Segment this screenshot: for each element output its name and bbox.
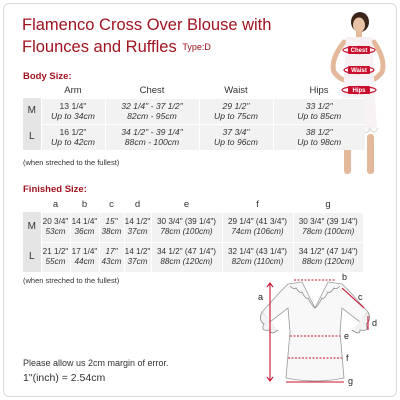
diagram-label-d: d bbox=[372, 318, 378, 328]
body-size-corner bbox=[23, 85, 41, 98]
table-cell: 37 3/4" Up to 96cm bbox=[199, 124, 273, 150]
col-waist: Waist bbox=[224, 85, 248, 96]
waist-band bbox=[344, 66, 374, 74]
table-cell: 34 1/2" - 39 1/4" 88cm - 100cm bbox=[105, 124, 199, 150]
size-label: M bbox=[23, 98, 41, 124]
finished-size-note: (when streched to the fullest) bbox=[23, 276, 120, 285]
table-cell: 38 1/2" Up to 98cm bbox=[273, 124, 365, 150]
table-row bbox=[23, 242, 363, 272]
diagram-label-e: e bbox=[344, 331, 350, 341]
diagram-label-g: g bbox=[348, 376, 354, 386]
body-size-note: (when streched to the fullest) bbox=[23, 158, 120, 167]
col-chest: Chest bbox=[139, 85, 165, 96]
hips-label: Hips bbox=[352, 88, 366, 94]
table-cell: 14 1/2" 37cm bbox=[124, 242, 151, 272]
size-label: L bbox=[23, 124, 41, 150]
finished-size-heading: Finished Size: bbox=[23, 184, 87, 195]
table-cell: 21 1/2" 55cm bbox=[41, 242, 70, 272]
size-label: L bbox=[23, 242, 41, 272]
table-cell: 29 1/4" (41 3/4") 74cm (106cm) bbox=[222, 212, 293, 242]
diagram-label-f: f bbox=[346, 353, 349, 363]
table-cell: 30 3/4" (39 1/4") 78cm (100cm) bbox=[151, 212, 222, 242]
table-cell: 29 1/2" Up to 75cm bbox=[199, 98, 273, 124]
table-cell: 20 3/4" 53cm bbox=[41, 212, 70, 242]
page-title bbox=[22, 14, 302, 58]
table-cell: 15" 38cm bbox=[99, 212, 124, 242]
table-cell: 34 1/2" (47 1/4") 88cm (120cm) bbox=[293, 242, 363, 272]
waist-label: Waist bbox=[351, 68, 367, 74]
table-cell: 34 1/2" (47 1/4") 88cm (120cm) bbox=[151, 242, 222, 272]
margin-of-error-note: Please allow us 2cm margin of error. bbox=[23, 358, 169, 368]
title-line-1: Flamenco Cross Over Blouse with bbox=[22, 16, 272, 34]
table-row bbox=[23, 124, 365, 150]
col-a: a bbox=[52, 198, 59, 210]
table-cell: 14 1/2" 37cm bbox=[124, 212, 151, 242]
diagram-label-c: c bbox=[358, 292, 363, 302]
table-cell: 32 1/4" - 37 1/2" 82cm - 95cm bbox=[105, 98, 199, 124]
col-b: b bbox=[81, 198, 88, 210]
inch-conversion-note: 1"(inch) = 2.54cm bbox=[23, 372, 106, 384]
col-e: e bbox=[183, 198, 190, 210]
table-cell: 30 3/4" (39 1/4") 78cm (100cm) bbox=[293, 212, 363, 242]
body-size-heading: Body Size: bbox=[23, 71, 72, 82]
body-size-table bbox=[23, 85, 365, 150]
table-row bbox=[23, 212, 363, 242]
finished-size-header-row bbox=[23, 198, 363, 212]
finished-size-corner bbox=[23, 198, 41, 212]
finished-size-table bbox=[23, 198, 363, 272]
size-label: M bbox=[23, 212, 41, 242]
table-cell: 14 1/4" 36cm bbox=[70, 212, 99, 242]
table-cell: 32 1/4" (43 1/4") 82cm (110cm) bbox=[222, 242, 293, 272]
table-cell: 17 1/4" 44cm bbox=[70, 242, 99, 272]
col-hips: Hips bbox=[309, 85, 329, 96]
garment-diagram bbox=[240, 272, 390, 390]
table-cell: 13 1/4" Up to 34cm bbox=[41, 98, 105, 124]
col-arm: Arm bbox=[64, 85, 82, 96]
col-c: c bbox=[109, 198, 114, 210]
table-row bbox=[23, 98, 365, 124]
col-d: d bbox=[134, 198, 141, 210]
col-f: f bbox=[256, 198, 259, 210]
type-tag: Type:D bbox=[182, 42, 211, 52]
title-line-2: Flounces and Ruffles bbox=[22, 38, 177, 56]
table-cell: 33 1/2" Up to 85cm bbox=[273, 98, 365, 124]
table-cell: 16 1/2" Up to 42cm bbox=[41, 124, 105, 150]
chest-label: Chest bbox=[350, 48, 368, 54]
body-size-header-row bbox=[23, 85, 365, 98]
diagram-label-b: b bbox=[342, 272, 348, 282]
table-cell: 17" 43cm bbox=[99, 242, 124, 272]
col-g: g bbox=[325, 198, 331, 210]
diagram-label-a: a bbox=[258, 292, 264, 302]
